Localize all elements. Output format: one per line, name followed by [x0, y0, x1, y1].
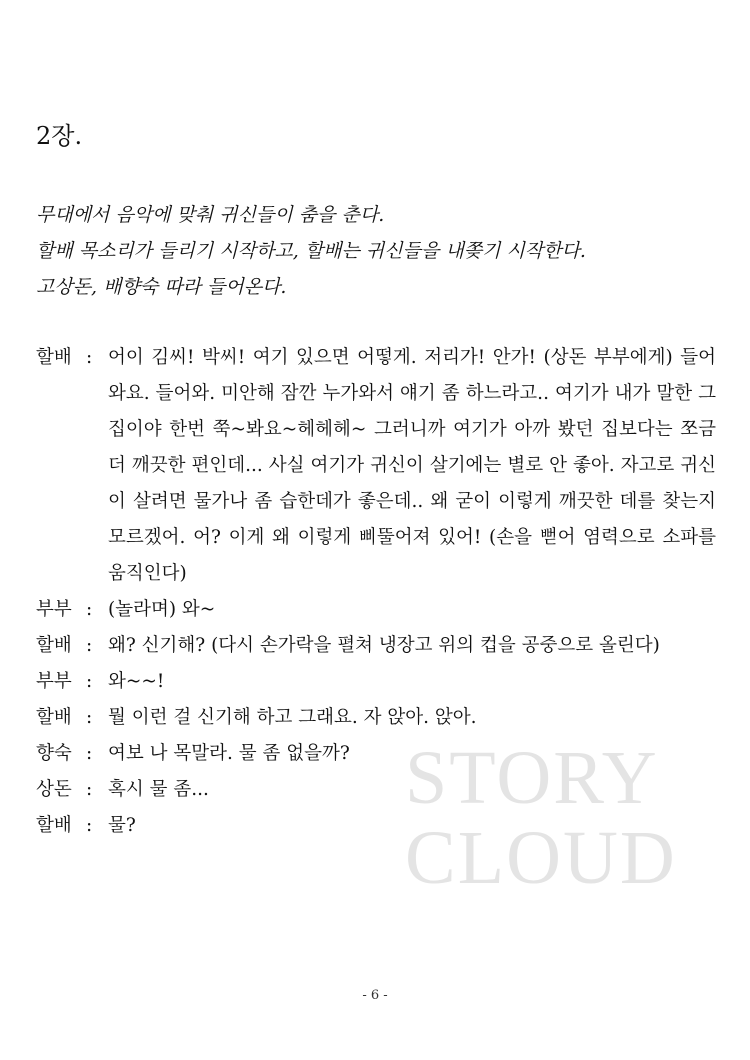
speaker-name: 할배	[36, 707, 72, 728]
speaker-separator: :	[86, 671, 93, 692]
dialogue-line	[36, 592, 716, 628]
dialogue-line	[36, 664, 716, 700]
speaker-name: 할배	[36, 815, 72, 836]
dialogue-text: 왜? 신기해? (다시 손가락을 펼쳐 냉장고 위의 컵을 공중으로 올린다)	[108, 635, 660, 656]
speaker-name: 할배	[36, 635, 72, 656]
speaker-name: 상돈	[36, 779, 72, 800]
dialogue-text: 물?	[108, 815, 136, 836]
speaker-name: 부부	[36, 671, 72, 692]
speaker-separator: :	[86, 815, 93, 836]
dialogue-text: 혹시 물 좀...	[108, 779, 209, 800]
dialogue-text: 와~~!	[108, 671, 165, 692]
dialogue-line	[36, 340, 716, 592]
speaker-name: 향숙	[36, 743, 72, 764]
stage-direction-line: 무대에서 음악에 맞춰 귀신들이 춤을 춘다.	[36, 204, 385, 226]
stage-directions	[36, 197, 716, 305]
dialogue-list	[36, 340, 716, 844]
dialogue-text: 여보 나 목말라. 물 좀 없을까?	[108, 743, 350, 764]
watermark-line-2: CLOUD	[405, 816, 677, 900]
dialogue-line	[36, 736, 716, 772]
dialogue-line	[36, 628, 716, 664]
speaker-name: 할배	[36, 347, 72, 368]
speaker-name: 부부	[36, 599, 72, 620]
dialogue-text: 어이 김씨! 박씨! 여기 있으면 어떻게. 저리가! 안가! (상돈 부부에게) 들어와요. 들어와. 미안해 잠깐 누가와서 얘기 좀 하느라고.. 여기가 내가 말한 그 집이야 한번 쭉~봐요~헤헤헤~ 그러니까 여기가 아까 봤던 집보다는 쪼금 더 깨끗한 편인데... 사실 여기가 귀신이 살기에는 별로 안 좋아. 자고로 귀신이 살려면 물가나 좀 습한데가 좋은데.. 왜 굳이 이렇게 깨끗한 데를 찾는지 모르겠어. 어? 이게 왜 이렇게 삐뚤어져 있어! (손을 뻗어 염력으로 소파를 움직인다)	[108, 347, 716, 584]
dialogue-text: 뭘 이런 걸 신기해 하고 그래요. 자 앉아. 앉아.	[108, 707, 477, 728]
dialogue-line	[36, 772, 716, 808]
speaker-separator: :	[86, 707, 93, 728]
watermark-line-1: STORY	[405, 736, 659, 820]
speaker-separator: :	[86, 599, 93, 620]
speaker-separator: :	[86, 635, 93, 656]
dialogue-text: (놀라며) 와~	[108, 599, 216, 620]
stage-direction-line: 고상돈, 배향숙 따라 들어온다.	[36, 276, 287, 298]
speaker-separator: :	[86, 347, 93, 368]
speaker-separator: :	[86, 779, 93, 800]
stage-direction-line: 할배 목소리가 들리기 시작하고, 할배는 귀신들을 내쫒기 시작한다.	[36, 240, 586, 262]
dialogue-line	[36, 808, 716, 844]
speaker-separator: :	[86, 743, 93, 764]
page-number: - 6 -	[362, 988, 388, 1003]
chapter-title: 2장.	[36, 122, 83, 150]
dialogue-line	[36, 700, 716, 736]
